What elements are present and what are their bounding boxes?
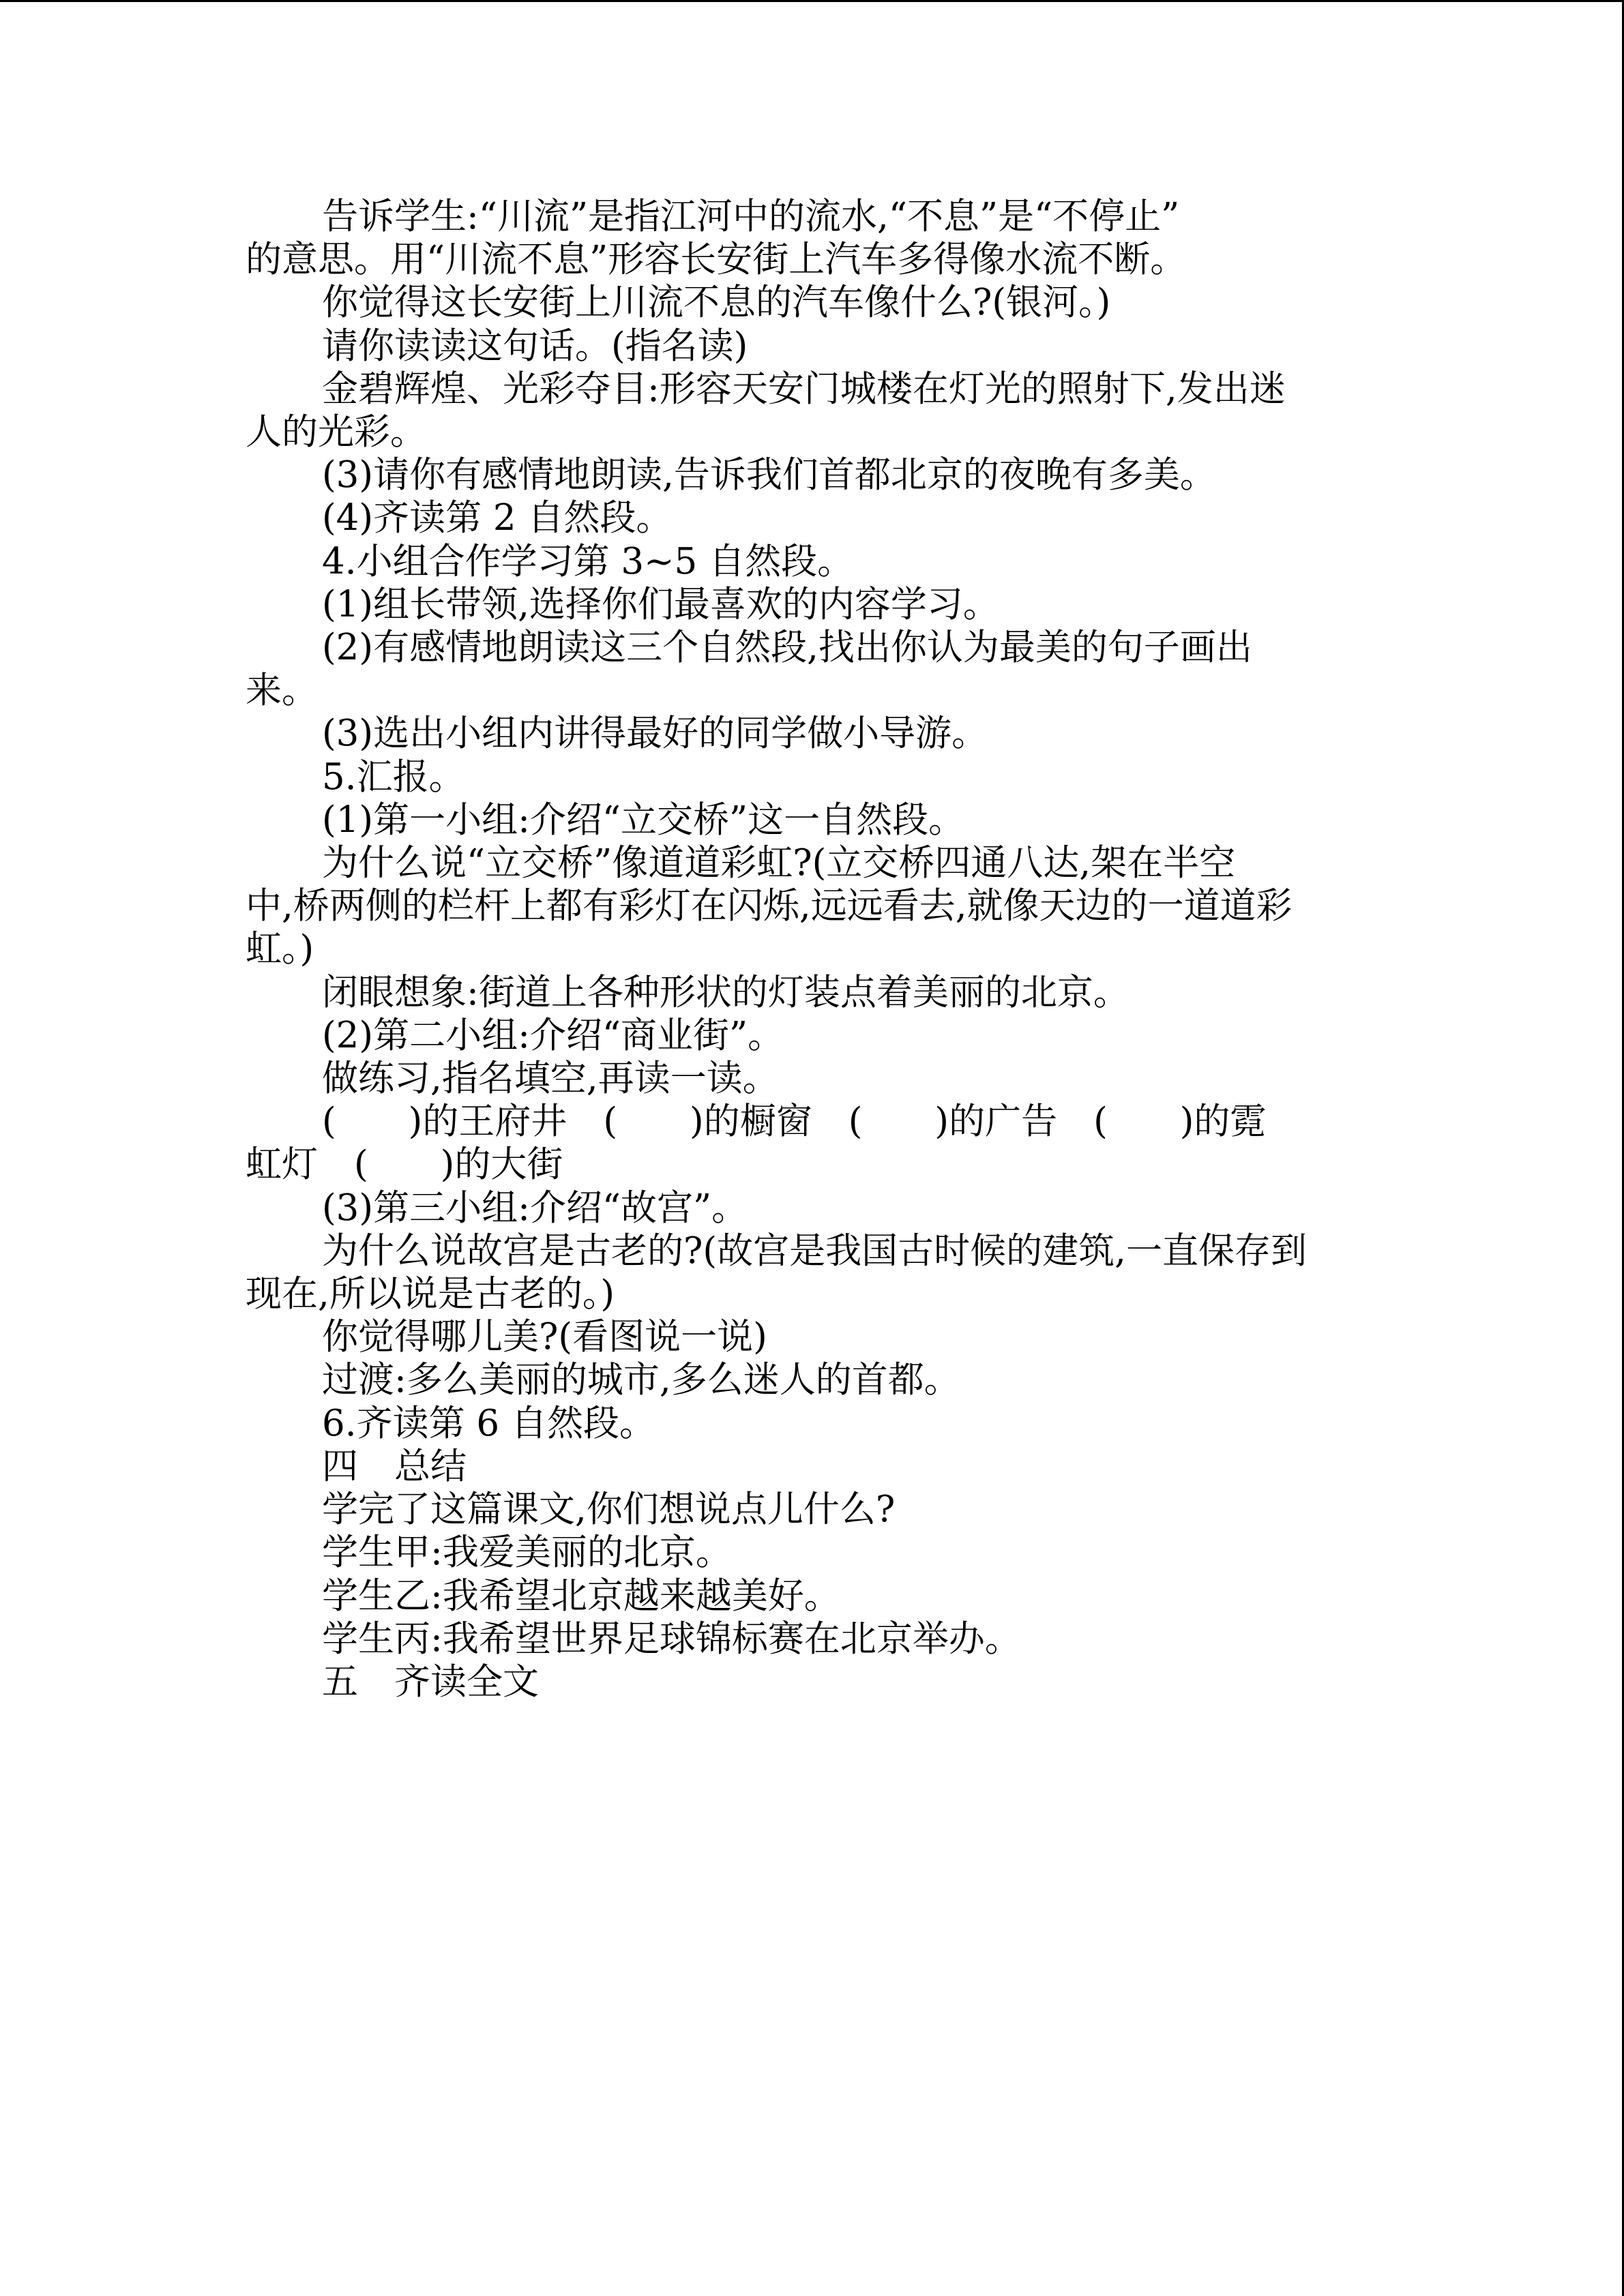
text-line: 学生丙:我希望世界足球锦标赛在北京举办。: [322, 1617, 1021, 1660]
text-line: (2)第二小组:介绍“商业街”。: [322, 1014, 784, 1056]
text-line: (1)组长带领,选择你们最喜欢的内容学习。: [322, 583, 999, 625]
text-line: 虹灯 ( )的大街: [246, 1144, 563, 1186]
document-body: [246, 195, 1378, 1703]
text-line: 请你读读这句话。(指名读): [322, 325, 748, 367]
text-line: 过渡:多么美丽的城市,多么迷人的首都。: [322, 1359, 960, 1401]
text-line: 闭眼想象:街道上各种形状的灯装点着美丽的北京。: [322, 971, 1130, 1013]
text-line: (3)第三小组:介绍“故宫”。: [322, 1187, 748, 1229]
text-line: 你觉得这长安街上川流不息的汽车像什么?(银河。): [322, 282, 1111, 324]
text-line: (3)选出小组内讲得最好的同学做小导游。: [322, 713, 988, 755]
text-line: 做练习,指名填空,再读一读。: [322, 1058, 779, 1100]
text-line: 人的光彩。: [246, 411, 426, 453]
text-line: (3)请你有感情地朗读,告诉我们首都北京的夜晚有多美。: [322, 454, 1216, 496]
text-line: 5.汇报。: [322, 756, 465, 798]
text-line: 四 总结: [322, 1445, 467, 1487]
text-line: 为什么说“立交桥”像道道彩虹?(立交桥四通八达,架在半空: [322, 842, 1236, 884]
text-line: 中,桥两侧的栏杆上都有彩灯在闪烁,远远看去,就像天边的一道道彩: [246, 885, 1293, 927]
text-line: (2)有感情地朗读这三个自然段,找出你认为最美的句子画出: [322, 627, 1252, 669]
text-line: (4)齐读第 2 自然段。: [322, 497, 673, 539]
text-line: 金碧辉煌、光彩夺目:形容天安门城楼在灯光的照射下,发出迷: [322, 368, 1286, 410]
text-line: 告诉学生:“川流”是指江河中的流水,“不息”是“不停止”: [322, 196, 1180, 237]
text-line: 4.小组合作学习第 3~5 自然段。: [322, 540, 854, 582]
text-line: (1)第一小组:介绍“立交桥”这一自然段。: [322, 799, 965, 841]
text-line: 6.齐读第 6 自然段。: [322, 1402, 655, 1444]
page-border-top: [0, 0, 1624, 2]
text-line: 为什么说故宫是古老的?(故宫是我国古时候的建筑,一直保存到: [322, 1229, 1307, 1272]
text-line: ( )的王府井 ( )的橱窗 ( )的广告 ( )的霓: [322, 1101, 1267, 1143]
text-line: 的意思。用“川流不息”形容长安街上汽车多得像水流不断。: [246, 239, 1187, 281]
text-line: 你觉得哪儿美?(看图说一说): [322, 1316, 767, 1358]
text-line: 虹。): [246, 928, 314, 970]
text-line: 学生甲:我爱美丽的北京。: [322, 1532, 732, 1574]
text-line: 学生乙:我希望北京越来越美好。: [322, 1575, 840, 1617]
text-line: 现在,所以说是古老的。): [246, 1273, 615, 1315]
text-line: 五 齐读全文: [322, 1660, 539, 1703]
text-line: 学完了这篇课文,你们想说点儿什么?: [322, 1489, 896, 1531]
text-line: 来。: [246, 670, 318, 712]
